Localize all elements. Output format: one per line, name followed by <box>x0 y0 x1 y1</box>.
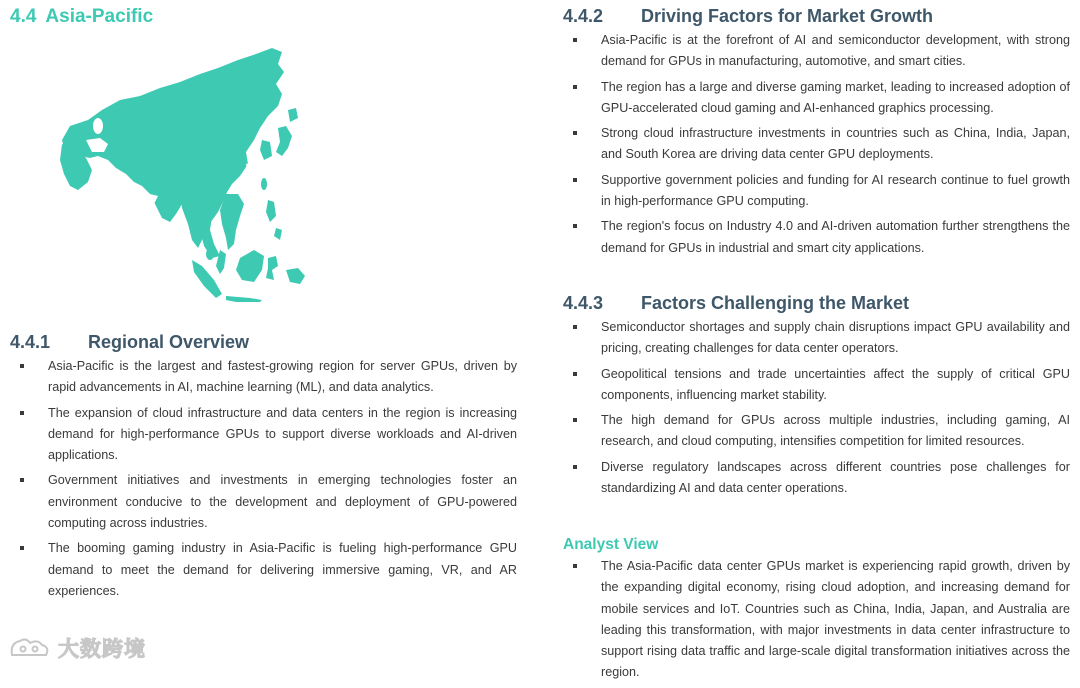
list-item: Geopolitical tensions and trade uncertainties affect the supply of critical GPU components, influencing market stability. <box>563 364 1070 407</box>
driving-factors-section <box>563 6 1070 263</box>
challenges-section <box>563 293 1070 503</box>
analyst-view-section <box>563 536 1070 688</box>
driving-factors-list <box>563 30 1070 259</box>
challenges-heading <box>563 293 1070 314</box>
regional-overview-section <box>10 332 517 606</box>
right-column <box>563 0 1071 680</box>
list-item: Strong cloud infrastructure investments in countries such as China, India, Japan, and South Korea are driving data center GPU deployments. <box>563 123 1070 166</box>
challenges-list <box>563 317 1070 499</box>
list-item: Government initiatives and investments in emerging technologies foster an environment conducive to the development and deployment of GPU-powered computing across industries. <box>10 470 517 534</box>
list-item: Diverse regulatory landscapes across different countries pose challenges for standardizing AI and data center operations. <box>563 457 1070 500</box>
list-item: The booming gaming industry in Asia-Pacific is fueling high-performance GPU demand to meet the demand for delivering immersive gaming, VR, and AR experiences. <box>10 538 517 602</box>
regional-overview-list <box>10 356 517 602</box>
watermark <box>8 633 146 663</box>
driving-factors-title: Driving Factors for Market Growth <box>641 6 934 26</box>
watermark-logo-icon <box>8 635 52 661</box>
list-item: Asia-Pacific is the largest and fastest-growing region for server GPUs, driven by rapid advancements in AI, machine learning (ML), and data analytics. <box>10 356 517 399</box>
list-item: The Asia-Pacific data center GPUs market is experiencing rapid growth, driven by the expanding digital economy, rising cloud adoption, and increasing demand for mobile services and IoT. Countries such as China, India, Japan, and Australia are leading this transformation, with major investments in data center infrastructure to support rising data traffic and large-scale digital transformation initiatives across the region. <box>563 556 1070 684</box>
asia-pacific-map-icon <box>50 44 305 302</box>
analyst-view-list <box>563 556 1070 684</box>
section-title-text: Asia-Pacific <box>45 6 154 27</box>
regional-overview-heading <box>10 332 517 353</box>
left-column <box>10 0 520 668</box>
watermark-text: 大数跨境 <box>58 637 146 661</box>
challenges-number: 4.4.3 <box>563 293 604 313</box>
list-item: Semiconductor shortages and supply chain disruptions impact GPU availability and pricing, creating challenges for data center operators. <box>563 317 1070 360</box>
list-item: The high demand for GPUs across multiple industries, including gaming, AI research, and cloud computing, intensifies competition for limited resources. <box>563 410 1070 453</box>
challenges-title: Factors Challenging the Market <box>641 293 910 313</box>
list-item: The region's focus on Industry 4.0 and AI-driven automation further strengthens the demand for GPUs in industrial and smart city applications. <box>563 216 1070 259</box>
driving-factors-number: 4.4.2 <box>563 6 604 26</box>
analyst-view-heading: Analyst View <box>563 536 659 553</box>
list-item: Asia-Pacific is at the forefront of AI and semiconductor development, with strong demand for GPUs in manufacturing, automotive, and smart cities. <box>563 30 1070 73</box>
regional-overview-number: 4.4.1 <box>10 332 51 352</box>
section-title <box>10 6 153 28</box>
list-item: Supportive government policies and funding for AI research continue to fuel growth in high-performance GPU computing. <box>563 170 1070 213</box>
driving-factors-heading <box>563 6 1070 27</box>
list-item: The expansion of cloud infrastructure and data centers in the region is increasing demand for high-performance GPUs to support diverse workloads and AI-driven applications. <box>10 403 517 467</box>
list-item: The region has a large and diverse gaming market, leading to increased adoption of GPU-accelerated cloud gaming and AI-enhanced graphics processing. <box>563 77 1070 120</box>
regional-overview-title: Regional Overview <box>88 332 250 352</box>
section-number: 4.4 <box>10 6 37 27</box>
